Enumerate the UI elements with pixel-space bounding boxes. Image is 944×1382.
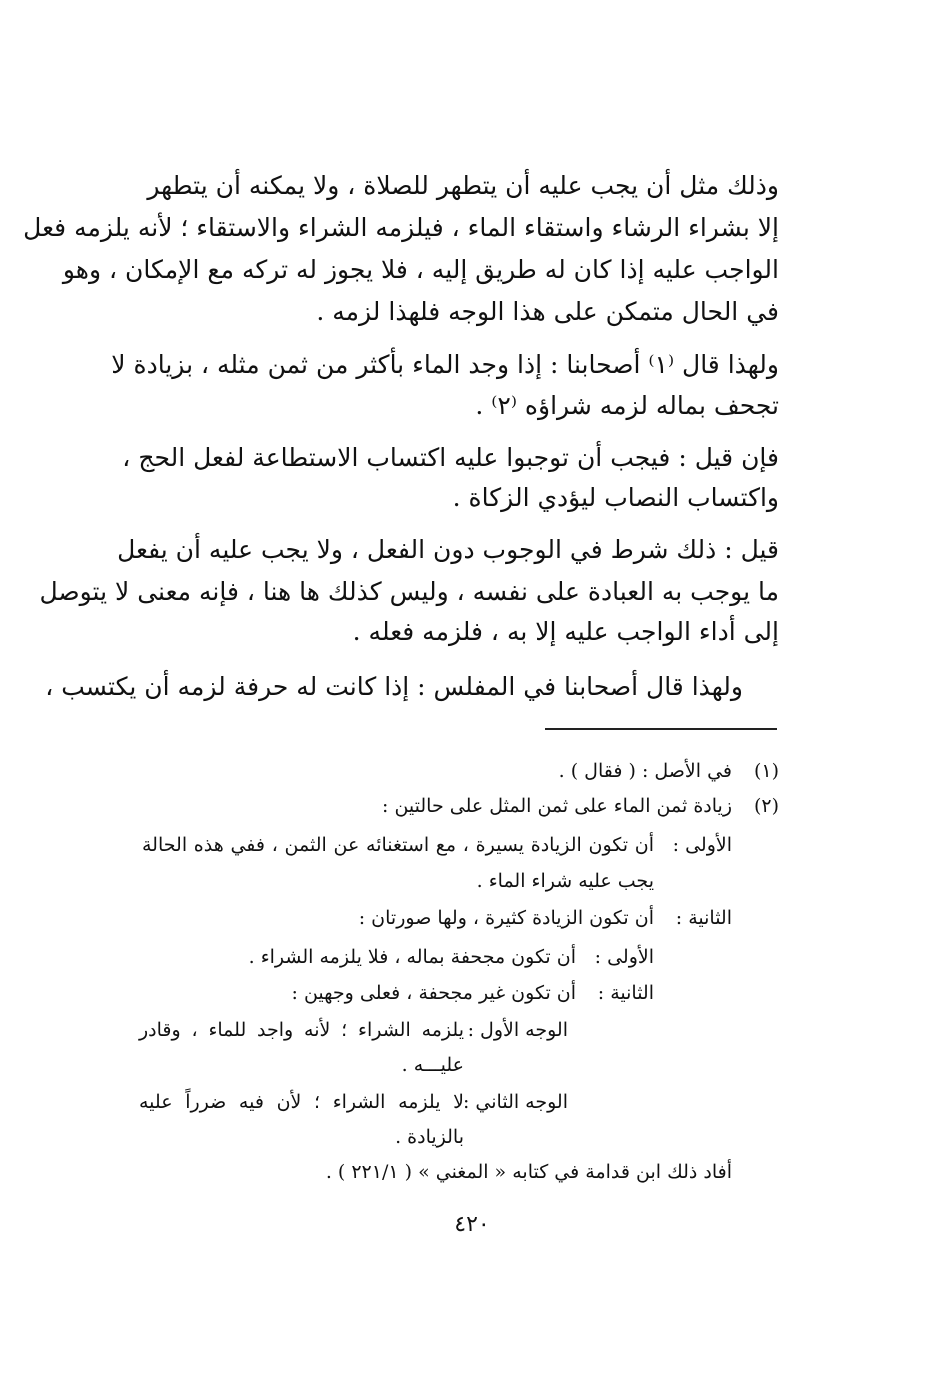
subcase-label: الأولى :: [594, 946, 654, 968]
aspect-text: عليـــه .: [401, 1054, 464, 1076]
footnote-1: [0, 756, 944, 786]
aspect-text: لا يلزمه الشراء ؛ لأن فيه ضرراً عليه: [139, 1091, 464, 1113]
body-line: قيل : ذلك شرط في الوجوب دون الفعل ، ولا يجب عليه أن يفعل: [117, 535, 779, 564]
footnote-number: (٢): [753, 795, 779, 817]
case-text: يجب عليه شراء الماء .: [476, 870, 654, 892]
case-label: الثانية :: [675, 907, 732, 929]
case-text: أن تكون الزيادة كثيرة ، ولها صورتان :: [358, 907, 654, 929]
footnote-source: [0, 1157, 944, 1187]
case-label: الأولى :: [672, 834, 732, 856]
body-line: ولهذا قال ⁽١⁾ أصحابنا : إذا وجد الماء بأكثر من ثمن مثله ، بزيادة لا: [111, 350, 779, 379]
body-line: في الحال متمكن على هذا الوجه فلهذا لزمه .: [316, 297, 779, 326]
footnote-subcase-second: [0, 978, 944, 1008]
body-line: ما يوجب به العبادة على نفسه ، وليس كذلك ها هنا ، فإنه معنى لا يتوصل: [39, 577, 779, 606]
footnote-separator: [545, 728, 777, 730]
body-line: تجحف بماله لزمه شراؤه ⁽٢⁾ .: [475, 391, 779, 420]
body-line: إلا بشراء الرشاء واستقاء الماء ، فيلزمه الشراء والاستقاء ؛ لأنه يلزمه فعل: [23, 213, 779, 242]
footnote-2: [0, 791, 944, 821]
footnote-aspect-first-cont: [0, 1050, 944, 1080]
footnote-case-second: [0, 903, 944, 933]
subcase-text: أن تكون غير مجحفة ، فعلى وجهين :: [291, 982, 576, 1004]
body-line: فإن قيل : فيجب أن توجبوا عليه اكتساب الاستطاعة لفعل الحج ،: [122, 443, 779, 472]
footnote-aspect-second-cont: [0, 1122, 944, 1152]
aspect-text: بالزيادة .: [395, 1126, 464, 1148]
aspect-text: يلزمه الشراء ؛ لأنه واجد للماء ، وقادر: [139, 1019, 464, 1041]
body-line: وذلك مثل أن يجب عليه أن يتطهر للصلاة ، ولا يمكنه أن يتطهر: [147, 171, 779, 200]
source-text: أفاد ذلك ابن قدامة في كتابه « المغني » ( ٢٢١/١ ) .: [325, 1161, 732, 1183]
footnote-case-first-cont: [0, 866, 944, 896]
case-text: أن تكون الزيادة يسيرة ، مع استغنائه عن الثمن ، ففي هذه الحالة: [142, 834, 654, 856]
body-line: إلى أداء الواجب عليه إلا به ، فلزمه فعله .: [352, 617, 779, 646]
aspect-label: الوجه الأول :: [467, 1019, 568, 1041]
subcase-text: أن تكون مجحفة بماله ، فلا يلزمه الشراء .: [248, 946, 576, 968]
aspect-label: الوجه الثاني :: [462, 1091, 568, 1113]
footnote-text: في الأصل : ( فقال ) .: [558, 760, 732, 782]
footnote-number: (١): [753, 760, 779, 782]
body-line: واكتساب النصاب ليؤدي الزكاة .: [452, 483, 779, 512]
body-line: الواجب عليه إذا كان له طريق إليه ، فلا يجوز له تركه مع الإمكان ، وهو: [62, 255, 779, 284]
page-number: ٤٢٠: [454, 1212, 490, 1237]
footnote-subcase-first: [0, 942, 944, 972]
subcase-label: الثانية :: [597, 982, 654, 1004]
footnote-text: زيادة ثمن الماء على ثمن المثل على حالتين :: [382, 795, 732, 817]
body-line: ولهذا قال أصحابنا في المفلس : إذا كانت له حرفة لزمه أن يكتسب ،: [45, 672, 743, 701]
footnote-aspect-first: [0, 1015, 944, 1045]
footnote-aspect-second: [0, 1087, 944, 1117]
footnote-case-first: [0, 830, 944, 860]
